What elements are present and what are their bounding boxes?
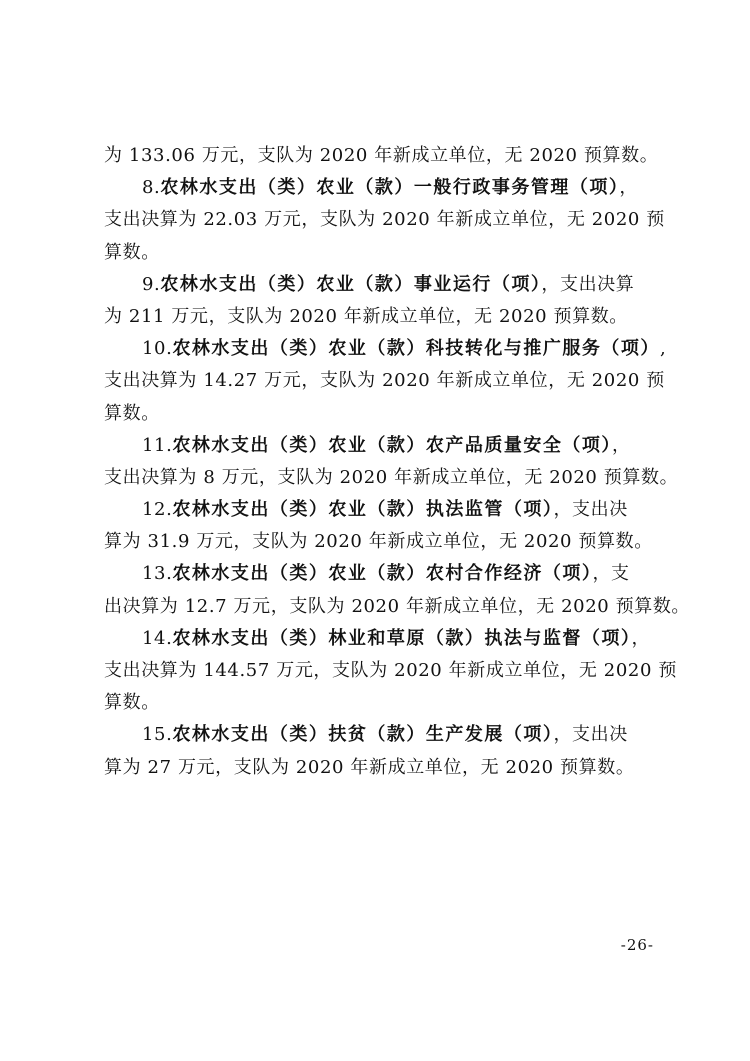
- item-rest: ，: [619, 177, 638, 199]
- item-number: 10.: [142, 338, 173, 360]
- item-title: 农林水支出（类）农业（款）农产品质量安全（项）: [172, 434, 612, 456]
- text-line: [104, 752, 656, 784]
- item-rest: ，支出决: [553, 499, 628, 521]
- paragraph-text: 算数。: [104, 692, 160, 714]
- text-line: [104, 204, 665, 236]
- item-heading-11: [104, 430, 656, 462]
- item-rest: ,: [659, 338, 667, 360]
- item-title: 农林水支出（类）农业（款）一般行政事务管理（项）: [160, 177, 620, 199]
- text-line: [104, 301, 656, 333]
- text-line: [104, 462, 679, 494]
- body-text: [104, 140, 691, 784]
- paragraph-text: 支出决算为 144.57 万元，支队为 2020 年新成立单位，无 2020 预: [104, 660, 677, 681]
- text-line: [104, 655, 677, 687]
- item-rest: ，: [631, 627, 651, 649]
- text-line: [104, 398, 656, 430]
- page-number: -26-: [620, 936, 654, 954]
- item-title: 农林水支出（类）农业（款）执法监管（项）: [172, 499, 554, 521]
- item-number: 11.: [142, 434, 173, 456]
- text-line: [104, 140, 659, 172]
- paragraph-text: 算数。: [104, 402, 160, 424]
- paragraph-text: 算数。: [104, 241, 160, 263]
- item-number: 14.: [142, 627, 173, 649]
- item-heading-10: [104, 333, 667, 365]
- item-heading-12: [104, 494, 656, 526]
- item-rest: ，支出决: [553, 724, 628, 746]
- paragraph-text: 为 133.06 万元，支队为 2020 年新成立单位，无 2020 预算数。: [104, 145, 659, 166]
- paragraph-text: 支出决算为 8 万元，支队为 2020 年新成立单位，无 2020 预算数。: [104, 466, 679, 488]
- item-number: 13.: [142, 563, 173, 585]
- item-title: 农林水支出（类）农业（款）事业运行（项）: [160, 273, 542, 295]
- item-number: 9.: [142, 273, 161, 295]
- item-title: 农林水支出（类）扶贫（款）生产发展（项）: [172, 724, 554, 746]
- item-heading-14: [104, 623, 656, 655]
- paragraph-text: 算为 27 万元，支队为 2020 年新成立单位，无 2020 预算数。: [104, 756, 635, 778]
- item-title: 农林水支出（类）农业（款）农村合作经济（项）: [172, 563, 593, 585]
- item-number: 12.: [142, 499, 173, 521]
- paragraph-text: 为 211 万元，支队为 2020 年新成立单位，无 2020 预算数。: [104, 305, 628, 327]
- item-title: 农林水支出（类）林业和草原（款）执法与监督（项）: [172, 627, 632, 649]
- item-number: 15.: [142, 724, 173, 746]
- text-line: [104, 365, 665, 397]
- text-line: [104, 687, 656, 719]
- item-heading-13: [104, 558, 656, 590]
- paragraph-text: 出决算为 12.7 万元，支队为 2020 年新成立单位，无 2020 预算数。: [104, 595, 691, 617]
- item-rest: ，支: [592, 563, 630, 585]
- item-rest: ，: [611, 434, 631, 456]
- item-heading-9: [104, 269, 656, 301]
- item-title: 农林水支出（类）农业（款）科技转化与推广服务（项）: [172, 338, 660, 360]
- paragraph-text: 支出决算为 22.03 万元，支队为 2020 年新成立单位，无 2020 预: [104, 209, 665, 231]
- paragraph-text: 算为 31.9 万元，支队为 2020 年新成立单位，无 2020 预算数。: [104, 531, 653, 553]
- item-number: 8.: [142, 177, 161, 199]
- text-line: [104, 526, 656, 558]
- text-line: [104, 237, 656, 269]
- paragraph-text: 支出决算为 14.27 万元，支队为 2020 年新成立单位，无 2020 预: [104, 370, 665, 392]
- item-heading-8: [104, 172, 656, 204]
- text-line: [104, 591, 691, 623]
- item-heading-15: [104, 719, 656, 751]
- item-rest: ，支出决算: [541, 273, 635, 295]
